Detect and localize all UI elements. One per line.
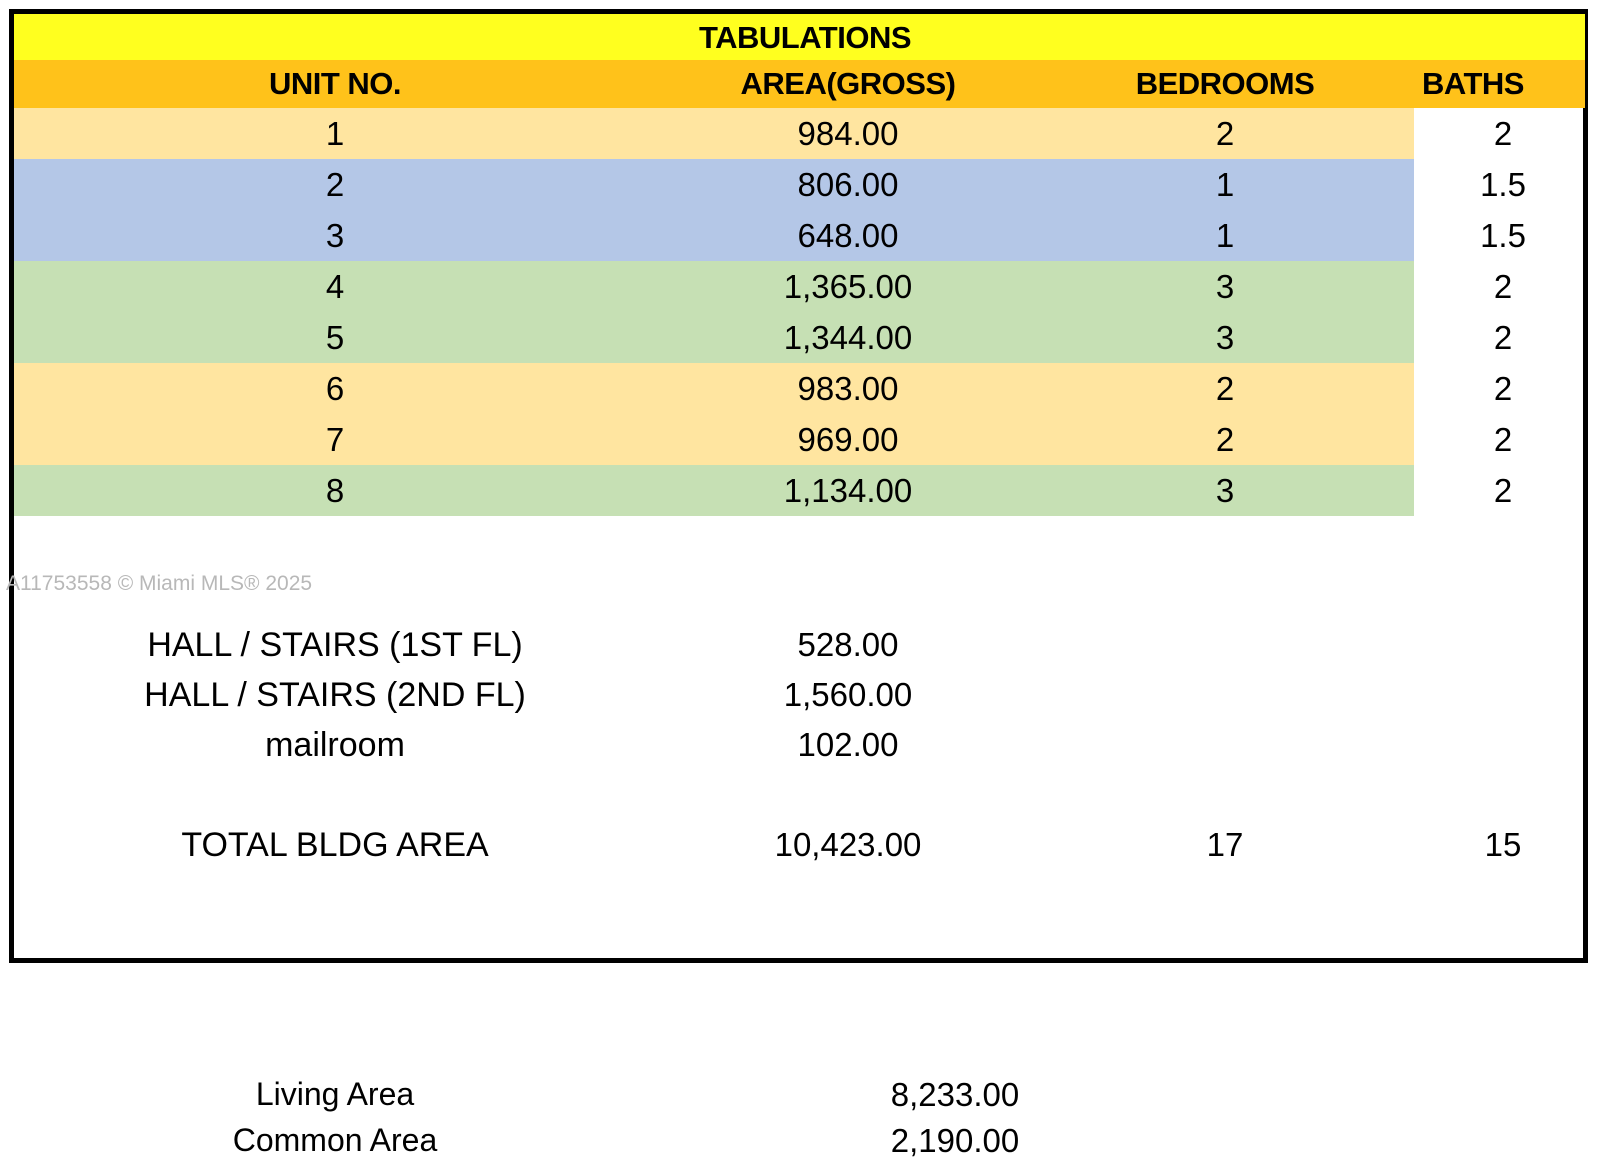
table-title: TABULATIONS [698,20,912,55]
unit-baths: 1.5 [1480,217,1526,254]
common-area: 102.00 [797,726,899,763]
living-area-label: Living Area [255,1076,415,1112]
unit-number: 8 [325,472,345,509]
unit-number: 3 [325,217,345,254]
common-label: HALL / STAIRS (1ST FL) [147,626,523,664]
unit-bedrooms: 3 [1215,319,1235,356]
header-area-gross: AREA(GROSS) [740,66,956,101]
header-baths: BATHS [1422,66,1524,101]
unit-area: 648.00 [797,217,899,254]
table-row [14,108,1414,159]
unit-bedrooms: 2 [1215,421,1235,458]
total-area: 10,423.00 [774,826,922,863]
total-label: TOTAL BLDG AREA [181,826,489,864]
unit-baths: 2 [1493,115,1513,152]
watermark: A11753558 © Miami MLS® 2025 [6,572,313,595]
table-row [14,210,1414,261]
header-unit-no: UNIT NO. [268,66,402,101]
unit-number: 2 [325,166,345,203]
header-bedrooms: BEDROOMS [1135,66,1315,101]
unit-bedrooms: 2 [1215,370,1235,407]
unit-bedrooms: 2 [1215,115,1235,152]
unit-baths: 2 [1493,421,1513,458]
unit-number: 7 [325,421,345,458]
unit-number: 6 [325,370,345,407]
unit-area: 806.00 [797,166,899,203]
unit-area: 1,365.00 [783,268,913,305]
common-label: mailroom [265,726,405,764]
unit-area: 983.00 [797,370,899,407]
unit-bedrooms: 1 [1215,166,1235,203]
unit-area: 984.00 [797,115,899,152]
unit-number: 5 [325,319,345,356]
living-area-value: 8,233.00 [890,1076,1020,1113]
common-area-value: 2,190.00 [890,1122,1020,1159]
total-baths: 15 [1484,826,1522,863]
unit-baths: 1.5 [1480,166,1526,203]
unit-baths: 2 [1493,370,1513,407]
unit-baths: 2 [1493,319,1513,356]
unit-bedrooms: 1 [1215,217,1235,254]
unit-baths: 2 [1493,268,1513,305]
unit-area: 1,344.00 [783,319,913,356]
unit-bedrooms: 3 [1215,472,1235,509]
common-area: 528.00 [797,626,899,663]
table-row [14,261,1414,312]
common-area: 1,560.00 [783,676,913,713]
unit-area: 969.00 [797,421,899,458]
common-label: HALL / STAIRS (2ND FL) [144,676,526,714]
table-row [14,414,1414,465]
common-area-label: Common Area [232,1122,438,1158]
unit-area: 1,134.00 [783,472,913,509]
unit-number: 1 [325,115,345,152]
total-bedrooms: 17 [1206,826,1244,863]
unit-bedrooms: 3 [1215,268,1235,305]
unit-number: 4 [325,268,345,305]
table-row [14,159,1414,210]
table-row [14,312,1414,363]
table-row [14,363,1414,414]
unit-baths: 2 [1493,472,1513,509]
table-row [14,465,1414,516]
